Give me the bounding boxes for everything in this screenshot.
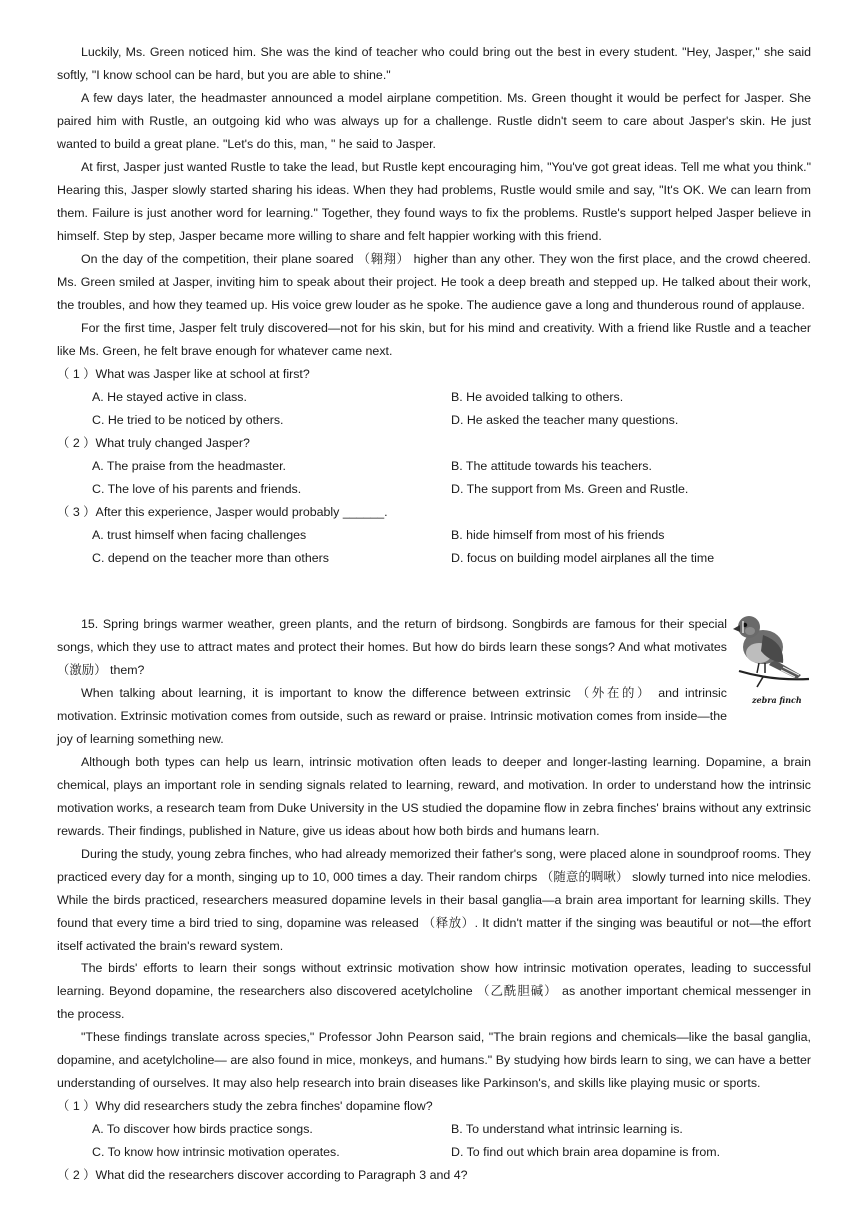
zebra-finch-caption: zebra finch: [752, 695, 802, 705]
p1-q1-option-d[interactable]: D. He asked the teacher many questions.: [451, 413, 679, 427]
p1-q1-option-c[interactable]: C. He tried to be noticed by others.: [92, 413, 284, 427]
p2-question-2-stem: （ 2 ）What did the researchers discover according to Paragraph 3 and 4?: [57, 1168, 468, 1182]
p2-paragraph-5: The birds' efforts to learn their songs without extrinsic motivation show how intrinsic motivation operates, leading to successful learning. Beyond dopamine, the researchers also discovered acetylcholine （乙酰胆碱） as another important chemical messenger in the process.: [57, 961, 811, 1021]
p1-q2-option-a[interactable]: A. The praise from the headmaster.: [92, 459, 286, 473]
p2-paragraph-6: "These findings translate across species," Professor John Pearson said, "The brain regions and chemicals—like the basal ganglia, dopamine, and acetylcholine— are also found in mice, monkeys, and humans." By studying how birds learn to sing, we can have a better understanding of ourselves. It may also help research into brain diseases like Parkinson's, and skills like playing music or sports.: [57, 1030, 811, 1090]
p2-q1-option-a[interactable]: A. To discover how birds practice songs.: [92, 1122, 313, 1136]
p2-q1-option-c[interactable]: C. To know how intrinsic motivation operates.: [92, 1145, 340, 1159]
p2-q1-option-d[interactable]: D. To find out which brain area dopamine is from.: [451, 1145, 721, 1159]
p2-paragraph-1: 15. Spring brings warmer weather, green plants, and the return of birdsong. Songbirds are famous for their special songs, which they use to attract mates and protect their homes. But how do birds learn these songs? And what motivates （激励） them?: [57, 617, 727, 677]
p1-question-2-stem: （ 2 ）What truly changed Jasper?: [57, 436, 250, 450]
p1-paragraph-2: A few days later, the headmaster announced a model airplane competition. Ms. Green thought it would be perfect for Jasper. She paired him with Rustle, an outgoing kid who was always up for a challenge. Rustle didn't seem to care about Jasper's skin. He just wanted to build a great plane. "Let's do this, man, " he said to Jasper.: [57, 91, 811, 151]
p1-q1-option-b[interactable]: B. He avoided talking to others.: [451, 390, 624, 404]
p1-paragraph-3: At first, Jasper just wanted Rustle to take the lead, but Rustle kept encouraging him, "You've got great ideas. Tell me what you think." Hearing this, Jasper slowly started sharing his ideas. When they had problems, Rustle would smile and say, "It's OK. We can learn from them. Failure is just another word for learning." Together, they found ways to fix the problems. Rustle's support helped Jasper believe in himself. Step by step, Jasper became more willing to share and felt happier working with this friend.: [57, 160, 811, 243]
p2-paragraph-3: Although both types can help us learn, intrinsic motivation often leads to deeper and longer-lasting learning. Dopamine, a brain chemical, plays an important role in sending signals related to learning, reward, and motivation. In order to understand how the intrinsic motivation works, a research team from Duke University in the US studied the dopamine flow in zebra finches' brains without any extrinsic rewards. Their findings, published in Nature, give us ideas about how both birds and humans learn.: [57, 755, 811, 838]
p1-q2-option-d[interactable]: D. The support from Ms. Green and Rustle.: [451, 482, 689, 496]
p1-q2-option-c[interactable]: C. The love of his parents and friends.: [92, 482, 302, 496]
p2-paragraph-2: When talking about learning, it is important to know the difference between extrinsic （外在的） and intrinsic motivation. Extrinsic motivation comes from outside, such as reward or praise. Intrinsic motivation comes from inside—the joy of learning something new.: [57, 686, 727, 746]
p1-paragraph-1: Luckily, Ms. Green noticed him. She was the kind of teacher who could bring out the best in every student. "Hey, Jasper," she said softly, "I know school can be hard, but you are able to shine.": [57, 45, 811, 82]
zebra-finch-image: [733, 609, 811, 705]
p1-paragraph-5: For the first time, Jasper felt truly discovered—not for his skin, but for his mind and creativity. With a friend like Rustle and a teacher like Ms. Green, he felt brave enough for whatever came next.: [57, 321, 811, 358]
p1-q1-option-a[interactable]: A. He stayed active in class.: [92, 390, 247, 404]
p1-question-3-stem: （ 3 ）After this experience, Jasper would probably ______.: [57, 505, 388, 519]
p2-q1-option-b[interactable]: B. To understand what intrinsic learning is.: [451, 1122, 683, 1136]
p1-q2-option-b[interactable]: B. The attitude towards his teachers.: [451, 459, 652, 473]
p1-q3-option-b[interactable]: B. hide himself from most of his friends: [451, 528, 665, 542]
p1-question-1-stem: （ 1 ）What was Jasper like at school at first?: [57, 367, 310, 381]
p1-q3-option-a[interactable]: A. trust himself when facing challenges: [92, 528, 307, 542]
p2-question-1-stem: （ 1 ）Why did researchers study the zebra finches' dopamine flow?: [57, 1099, 433, 1113]
p2-paragraph-4: During the study, young zebra finches, who had already memorized their father's song, were placed alone in soundproof rooms. They practiced every day for a month, singing up to 10, 000 times a day. Their random chirps （随意的啁啾） slowly turned into nice melodies. While the birds practiced, researchers measured dopamine levels in their basal ganglia—a brain area important for learning skills. They found that every time a bird tried to sing, dopamine was released （释放）. It didn't matter if the singing was beautiful or not—the effort itself activated the brain's reward system.: [57, 847, 811, 953]
p1-q3-option-d[interactable]: D. focus on building model airplanes all the time: [451, 551, 715, 565]
p1-paragraph-4: On the day of the competition, their plane soared （翱翔） higher than any other. They won the first place, and the crowd cheered. Ms. Green smiled at Jasper, inviting him to speak about their project. He took a deep breath and stepped up. He talked about their work, the troubles, and how they teamed up. His voice grew louder as he spoke. The audience gave a long and thunderous round of applause.: [57, 252, 811, 312]
p1-q3-option-c[interactable]: C. depend on the teacher more than others: [92, 551, 329, 565]
